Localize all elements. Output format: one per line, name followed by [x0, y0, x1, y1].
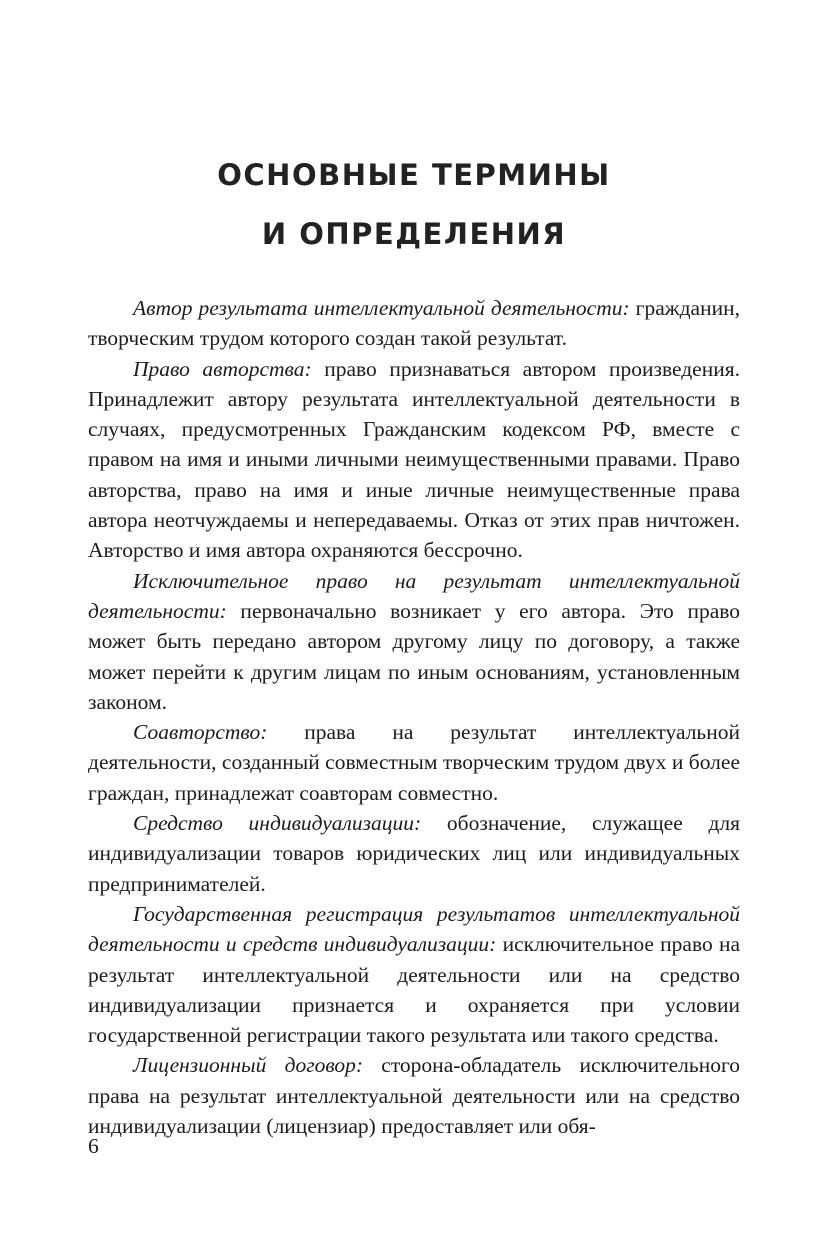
definition-body: исключительное право на результат интеллектуальной деятельности или на средство индивидуализации признается и охраняется при условии государственной регистрации такого результата или такого средства.	[88, 932, 740, 1048]
definition-body: сторона-обладатель исключительного права на результат интеллектуальной деятельности или на средство индивидуализации (лицензиар) предоставляет или обя-	[88, 1053, 740, 1139]
definition-paragraph	[88, 1050, 740, 1141]
definition-paragraph	[88, 566, 740, 717]
definition-term: Лицензионный договор:	[133, 1053, 364, 1078]
definition-body: гражданин, творческим трудом которого создан такой результат.	[88, 296, 740, 351]
definition-paragraph	[88, 899, 740, 1050]
page-title-line-1: ОСНОВНЫЕ ТЕРМИНЫ	[217, 158, 611, 192]
definition-term: Средство индивидуализации:	[133, 811, 422, 836]
definition-term: Исключительное право на результат интеллектуальной деятельности:	[88, 568, 740, 623]
definition-paragraph	[88, 354, 740, 566]
definition-term: Государственная регистрация результатов интеллектуальной деятельности и средств индивидуализации:	[88, 901, 740, 957]
page-number: 6	[88, 1134, 99, 1158]
definitions-text	[88, 293, 740, 1141]
definition-term: Соавторство:	[133, 720, 268, 745]
definition-paragraph	[88, 808, 740, 899]
definition-term: Право авторства:	[133, 356, 312, 381]
definition-body: право признаваться автором произведения. Принадлежит автору результата интеллектуальной деятельности в случаях, предусмотренных Гражданским кодексом РФ, вместе с правом на имя и иными личными неимущественными правами. Право авторства, право на имя и иные личные неимущественные права автора неотчуждаемы и непередаваемы. Отказ от этих прав ничтожен. Авторство и имя автора охраняются бессрочно.	[88, 356, 741, 563]
page-title-line-2: И ОПРЕДЕЛЕНИЯ	[261, 217, 567, 251]
definition-paragraph	[88, 717, 740, 808]
definition-term: Автор результата интеллектуальной деятельности:	[133, 296, 630, 320]
definition-body: первоначально возникает у его автора. Это право может быть передано автором другому лицу по договору, а также может перейти к другим лицам по иным основаниям, установленным законом.	[88, 598, 740, 714]
definition-paragraph	[88, 293, 740, 354]
definition-body: обозначение, служащее для индивидуализации товаров юридических лиц или индивидуальных предпринимателей.	[88, 811, 740, 896]
definition-body: права на результат интеллектуальной деятельности, созданный совместным творческим трудом двух и более граждан, принадлежат соавторам совместно.	[88, 720, 740, 805]
